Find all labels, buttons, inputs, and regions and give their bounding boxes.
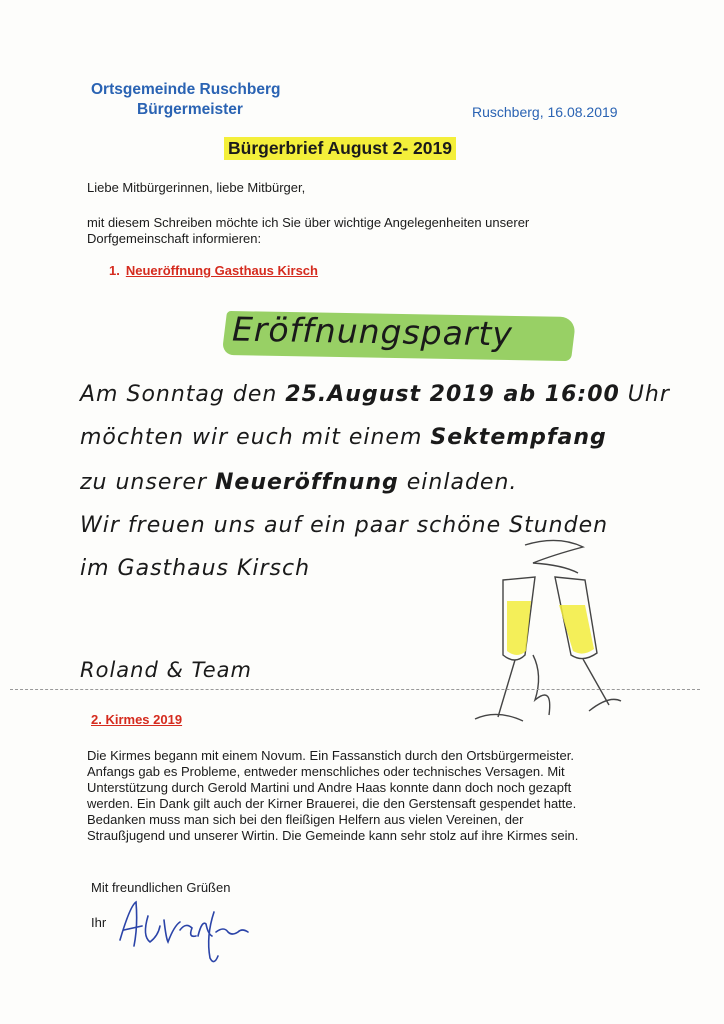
section-1-heading: [109, 263, 318, 278]
place-date: Ruschberg, 16.08.2019: [472, 104, 618, 120]
flyer-text: zu unserer: [80, 470, 215, 495]
section-2-line: Straußjugend und unserer Wirtin. Die Gemeinde kann sehr stolz auf ihre Kirmes sein.: [87, 828, 579, 843]
ihr-text: Ihr: [91, 915, 107, 930]
section-1-number: 1.: [109, 263, 120, 278]
closing-text: Mit freundlichen Grüßen: [91, 880, 231, 895]
greeting: Liebe Mitbürgerinnen, liebe Mitbürger,: [87, 180, 306, 195]
flyer-line-4: Wir freuen uns auf ein paar schöne Stunden: [80, 513, 609, 538]
section-2-line: werden. Ein Dank gilt auch der Kirner Brauerei, die den Gerstensaft gespendet hatte.: [87, 796, 577, 811]
intro-line-1: mit diesem Schreiben möchte ich Sie über wichtige Angelegenheiten unserer: [87, 215, 530, 230]
flyer-line-2: [80, 425, 607, 450]
flyer-headline: Eröffnungsparty: [231, 309, 514, 354]
section-2-line: Unterstützung durch Gerold Martini und Andre Haas konnte dann doch noch gezapft: [87, 780, 572, 795]
section-2-body: [87, 748, 707, 844]
section-divider: [10, 689, 700, 690]
intro-line-2: Dorfgemeinschaft informieren:: [87, 231, 262, 246]
sektempfang-text: Sektempfang: [430, 425, 607, 450]
section-1-title: Neueröffnung Gasthaus Kirsch: [125, 263, 318, 278]
flyer-text: möchten wir euch mit einem: [80, 425, 431, 450]
flyer-text: Uhr: [619, 382, 670, 407]
section-2-line: Die Kirmes begann mit einem Novum. Ein Fassanstich durch den Ortsbürgermeister.: [87, 748, 574, 763]
flyer-text: einladen.: [398, 470, 518, 495]
flyer-line-1: [80, 382, 670, 407]
handwritten-signature: [114, 896, 254, 966]
section-2-line: Anfangs gab es Probleme, entweder menschliches oder technisches Versagen. Mit: [87, 764, 565, 779]
flyer-line-5: im Gasthaus Kirsch: [80, 556, 311, 581]
letter-title: Bürgerbrief August 2- 2019: [224, 137, 456, 160]
champagne-glasses-icon: [463, 535, 623, 735]
org-role: Bürgermeister: [137, 101, 243, 118]
section-2-line: Bedanken muss man sich bei den fleißigen Helfern aus vielen Vereinen, der: [87, 812, 524, 827]
org-name: Ortsgemeinde Ruschberg: [91, 81, 281, 98]
section-2-title: 2. Kirmes 2019: [91, 712, 183, 727]
neueroeffnung-text: Neueröffnung: [215, 470, 399, 495]
flyer-line-3: [80, 470, 517, 495]
flyer-signoff: Roland & Team: [80, 658, 252, 682]
flyer-text: Am Sonntag den: [80, 382, 286, 407]
event-date-time: 25.August 2019 ab 16:00: [285, 382, 620, 407]
organization-header: [91, 80, 281, 120]
